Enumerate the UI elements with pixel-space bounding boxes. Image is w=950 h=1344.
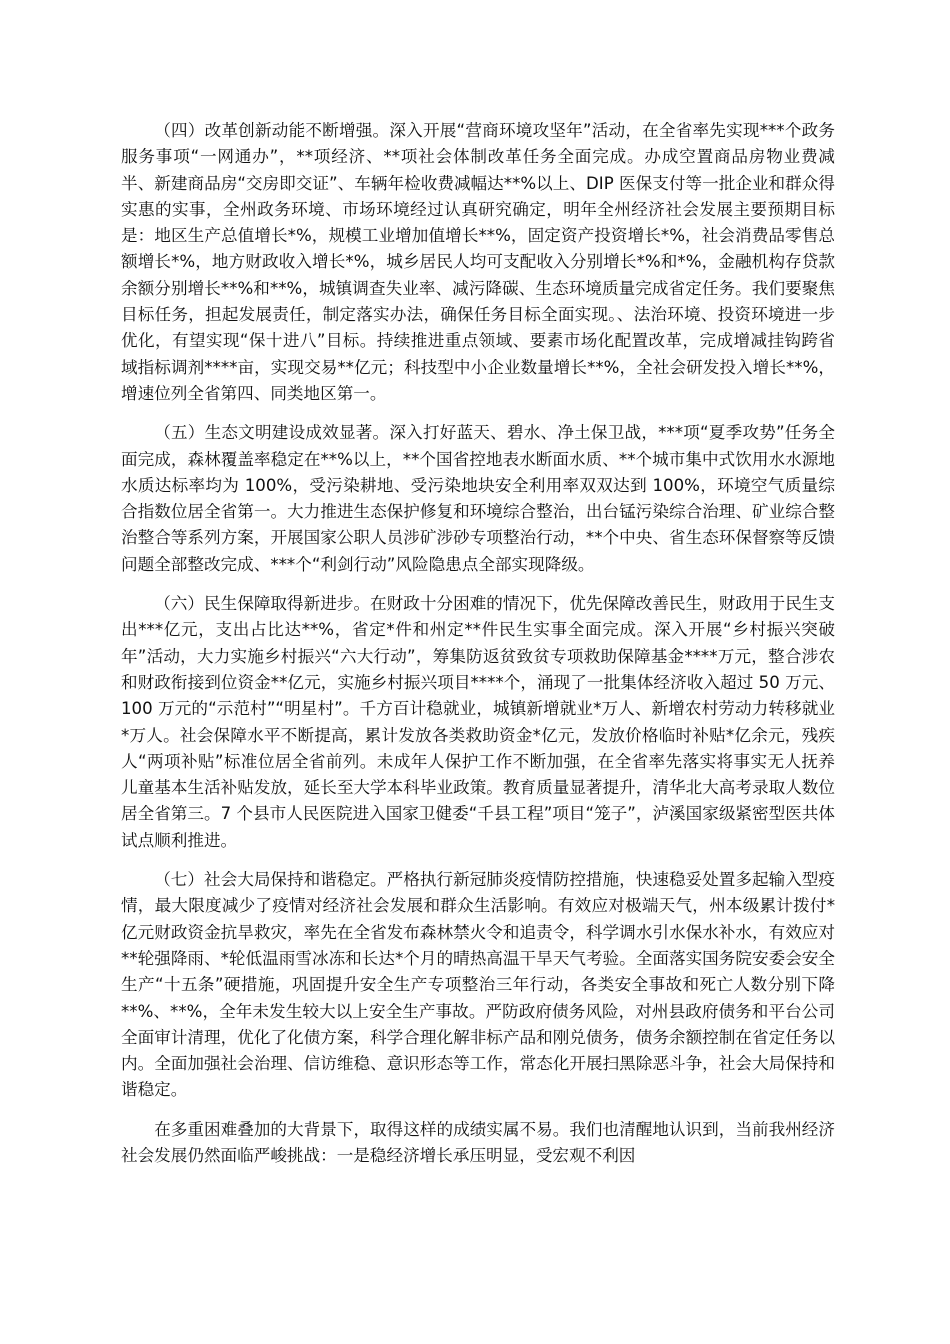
- paragraph-challenges: 在多重困难叠加的大背景下，取得这样的成绩实属不易。我们也清醒地认识到，当前我州经济社会发展仍然面临严峻挑战：一是稳经济增长承压明显，受宏观不利因: [121, 1119, 835, 1165]
- document-page: [121, 118, 835, 1182]
- paragraph-livelihood-security: （六）民生保障取得新进步。在财政十分困难的情况下，优先保障改善民生，财政用于民生支出***亿元，支出占比达**%，省定*件和州定**件民生实事全面完成。深入开展“乡村振兴突破年”活动，大力实施乡村振兴“六大行动”，筹集防返贫致贫专项救助保障基金****万元，整合涉农和财政衔接到位资金**亿元，实施乡村振兴项目****个，涌现了一批集体经济收入超过 50 万元、100 万元的“示范村”“明星村”。千方百计稳就业，城镇新增就业*万人、新增农村劳动力转移就业*万人。社会保障水平不断提高，累计发放各类救助资金*亿元，发放价格临时补贴*亿余元，残疾人“两项补贴”标准位居全省前列。未成年人保护工作不断加强，在全省率先落实将事实无人抚养儿童基本生活补贴发放，延长至大学本科毕业政策。教育质量显著提升，清华北大高考录取人数位居全省第三。7 个县市人民医院进入国家卫健委“千县工程”项目“笼子”，泸溪国家级紧密型医共体试点顺利推进。: [121, 594, 835, 850]
- paragraph-social-stability: （七）社会大局保持和谐稳定。严格执行新冠肺炎疫情防控措施，快速稳妥处置多起输入型疫情，最大限度减少了疫情对经济社会发展和群众生活影响。有效应对极端天气，州本级累计拨付*亿元财政资金抗旱救灾，率先在全省发布森林禁火令和追责令，科学调水引水保水补水，有效应对**轮强降雨、*轮低温雨雪冰冻和长达*个月的晴热高温干旱天气考验。全面落实国务院安委会安全生产“十五条”硬措施，巩固提升安全生产专项整治三年行动，各类安全事故和死亡人数分别下降**%、**%，全年未发生较大以上安全生产事故。严防政府债务风险，对州县政府债务和平台公司全面审计清理，优化了化债方案，科学合理化解非标产品和刚兑债务，债务余额控制在省定任务以内。全面加强社会治理、信访维稳、意识形态等工作，常态化开展扫黑除恶斗争，社会大局保持和谐稳定。: [121, 870, 835, 1100]
- paragraph-ecological-civilization: （五）生态文明建设成效显著。深入打好蓝天、碧水、净土保卫战，***项“夏季攻势”任务全面完成，森林覆盖率稳定在**%以上，**个国省控地表水断面水质、**个城市集中式饮用水水源地水质达标率均为 100%，受污染耕地、受污染地块安全利用率双双达到 100%，环境空气质量综合指数位居全省第一。大力推进生态保护修复和环境综合整治，出台锰污染综合治理、矿业综合整治整合等系列方案，开展国家公职人员涉矿涉砂专项整治行动，**个中央、省生态环保督察等反馈问题全部整改完成、***个“利剑行动”风险隐患点全部实现降级。: [121, 423, 835, 574]
- paragraph-reform-innovation: （四）改革创新动能不断增强。深入开展“营商环境攻坚年”活动，在全省率先实现***个政务服务事项“一网通办”，**项经济、**项社会体制改革任务全面完成。办成空置商品房物业费减半、新建商品房“交房即交证”、车辆年检收费减幅达**%以上、DIP 医保支付等一批企业和群众得实惠的实事，全州政务环境、市场环境经过认真研究确定，明年全州经济社会发展主要预期目标是：地区生产总值增长*%，规模工业增加值增长**%，固定资产投资增长*%，社会消费品零售总额增长*%，地方财政收入增长*%，城乡居民人均可支配收入分别增长*%和*%，金融机构存贷款余额分别增长**%和**%，城镇调查失业率、减污降碳、生态环境质量完成省定任务。我们要聚焦目标任务，担起发展责任，制定落实办法，确保任务目标全面实现。、法治环境、投资环境进一步优化，有望实现“保十进八”目标。持续推进重点领域、要素市场化配置改革，完成增减挂钩跨省域指标调剂****亩，实现交易**亿元；科技型中小企业数量增长**%，全社会研发投入增长**%，增速位列全省第四、同类地区第一。: [121, 121, 835, 403]
